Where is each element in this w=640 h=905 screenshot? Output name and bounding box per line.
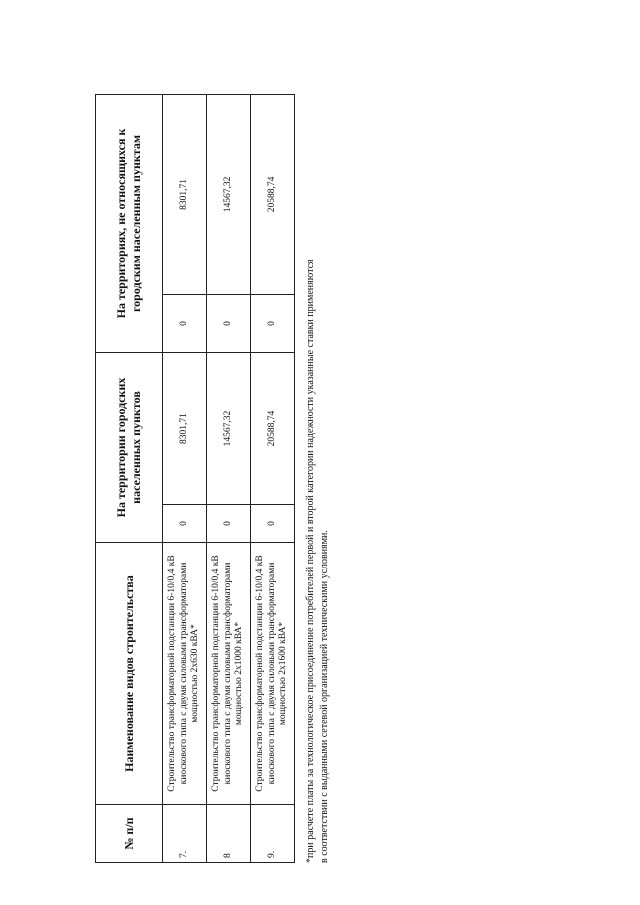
header-num: № п/п: [96, 805, 163, 863]
row-rural-zero: 0: [251, 294, 295, 352]
row-urban-zero: 0: [207, 505, 251, 543]
construction-rates-table: [95, 94, 295, 863]
row-construction-name: Строительство трансформаторной подстанции 6-10/0,4 кВ киоскового типа с двумя силовыми трансформаторами мощностью 2х1600 кВА*: [251, 543, 295, 805]
row-number: 7.: [163, 805, 207, 863]
row-urban-zero: 0: [251, 505, 295, 543]
row-construction-name: Строительство трансформаторной подстанции 6-10/0,4 кВ киоскового типа с двумя силовыми трансформаторами мощностью 2х1000 кВА*: [207, 543, 251, 805]
table-row: [163, 94, 207, 862]
row-rural-value: 14567,32: [207, 94, 251, 294]
row-rural-zero: 0: [207, 294, 251, 352]
row-number: 9.: [251, 805, 295, 863]
footnote-line-2: в соответствии с выданными сетевой организацией техническими условиями.: [318, 530, 330, 863]
row-number: 8: [207, 805, 251, 863]
header-name: Наименование видов строительства: [96, 543, 163, 805]
footnote-line-1: *при расчете платы за технологическое присоединение потребителей первой и второй категории надежности указанные ставки применяются: [305, 259, 316, 863]
row-urban-value: 8301,71: [163, 352, 207, 504]
footnote: [304, 63, 331, 863]
table-header-row: [96, 94, 163, 862]
row-construction-name: Строительство трансформаторной подстанции 6-10/0,4 кВ киоскового типа с двумя силовыми трансформаторами мощностью 2х630 кВА*: [163, 543, 207, 805]
row-urban-value: 14567,32: [207, 352, 251, 504]
header-rural: На территориях, не относящихся к городским населенным пунктам: [96, 94, 163, 352]
table-row: [251, 94, 295, 862]
table-row: [207, 94, 251, 862]
row-urban-zero: 0: [163, 505, 207, 543]
row-rural-value: 8301,71: [163, 94, 207, 294]
row-rural-value: 20588,74: [251, 94, 295, 294]
row-urban-value: 20588,74: [251, 352, 295, 504]
row-rural-zero: 0: [163, 294, 207, 352]
header-urban: На территории городских населенных пунктов: [96, 352, 163, 542]
